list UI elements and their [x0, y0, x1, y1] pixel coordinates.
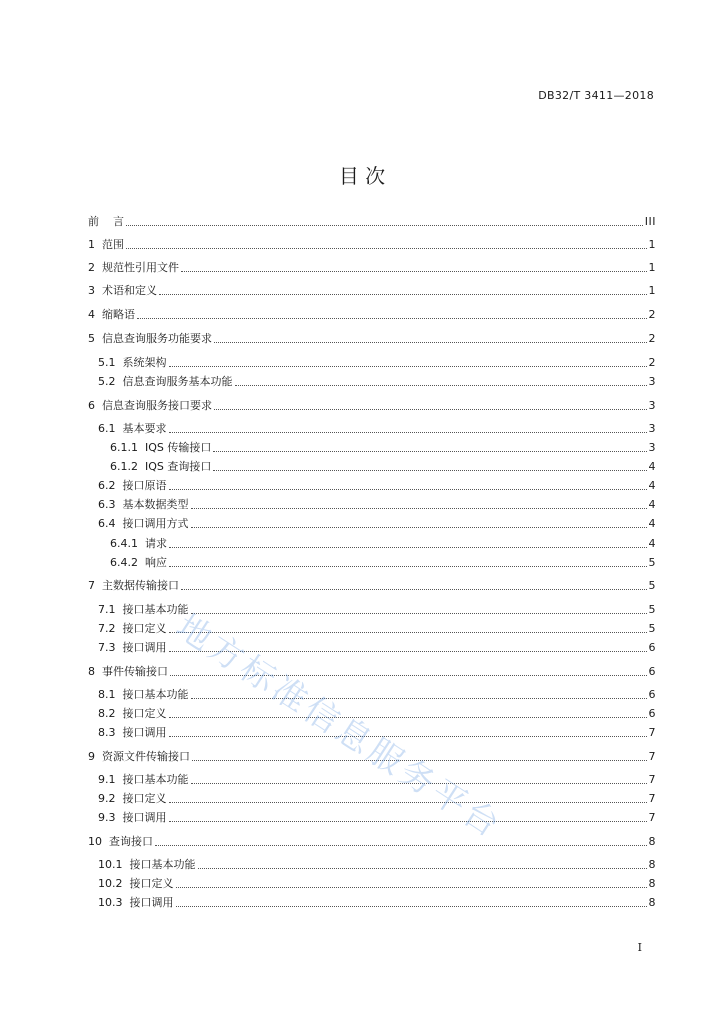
toc-entry-page: 7: [648, 811, 656, 824]
dot-leader: [214, 333, 647, 343]
toc-entry-page: 6: [648, 665, 656, 678]
toc-entry-label: 7.1 接口基本功能: [98, 603, 189, 616]
toc-entry-label: 9.2 接口定义: [98, 792, 167, 805]
toc-entry-page: 1: [648, 238, 656, 251]
toc-entry[interactable]: [88, 214, 656, 230]
toc-entry-page: 4: [648, 537, 656, 550]
page-title: 目 次: [338, 164, 386, 188]
toc-entry[interactable]: [88, 687, 656, 703]
dot-leader: [191, 499, 647, 509]
dot-leader: [192, 751, 647, 761]
toc-entry-label: 6.1.2 IQS 查询接口: [110, 460, 212, 473]
dot-leader: [181, 262, 647, 272]
toc-entry[interactable]: [88, 857, 656, 873]
toc-entry[interactable]: [88, 478, 656, 494]
toc-entry-label: 10.3 接口调用: [98, 896, 174, 909]
dot-leader: [176, 878, 647, 888]
toc-entry-page: 7: [648, 773, 656, 786]
toc-entry[interactable]: [88, 810, 656, 826]
toc-entry[interactable]: [88, 536, 656, 552]
dot-leader: [155, 836, 647, 846]
toc-entry-page: 2: [648, 356, 656, 369]
toc-entry-label: 6.4 接口调用方式: [98, 517, 189, 530]
toc-entry-page: 4: [648, 460, 656, 473]
dot-leader: [213, 461, 646, 471]
toc-entry[interactable]: [88, 834, 656, 850]
watermark: 地方标准信息服务平台: [168, 606, 510, 848]
toc-entry-page: 8: [648, 896, 656, 909]
dot-leader: [137, 309, 647, 319]
toc-entry-label: 9.1 接口基本功能: [98, 773, 189, 786]
toc-entry-label: 8.1 接口基本功能: [98, 688, 189, 701]
toc-entry-page: 5: [648, 603, 656, 616]
toc-entry-label: 2 规范性引用文件: [88, 261, 179, 274]
toc-entry[interactable]: [88, 421, 656, 437]
toc-entry-page: 1: [648, 284, 656, 297]
toc-entry[interactable]: [88, 355, 656, 371]
toc-entry-label: 7 主数据传输接口: [88, 579, 179, 592]
toc-entry-page: 6: [648, 707, 656, 720]
toc-entry-label: 1 范围: [88, 238, 124, 251]
toc-entry-label: 6.4.1 请求: [110, 537, 167, 550]
toc-entry[interactable]: [88, 749, 656, 765]
toc-entry-label: 6.3 基本数据类型: [98, 498, 189, 511]
dot-leader: [169, 357, 647, 367]
document-code: DB32/T 3411—2018: [538, 89, 654, 102]
dot-leader: [126, 216, 643, 226]
dot-leader: [169, 727, 647, 737]
dot-leader: [191, 774, 647, 784]
toc-entry-label: 5.2 信息查询服务基本功能: [98, 375, 233, 388]
toc-entry-page: 7: [648, 726, 656, 739]
toc-entry-page: 3: [648, 441, 656, 454]
dot-leader: [169, 812, 647, 822]
dot-leader: [169, 557, 647, 567]
toc-entry-page: 4: [648, 479, 656, 492]
toc-entry-label: 前 言: [88, 215, 124, 228]
toc-entry[interactable]: [88, 283, 656, 299]
toc-entry[interactable]: [88, 621, 656, 637]
toc-entry-label: 8 事件传输接口: [88, 665, 168, 678]
toc-entry-page: 5: [648, 556, 656, 569]
toc-entry-page: 5: [648, 622, 656, 635]
toc-entry-label: 7.3 接口调用: [98, 641, 167, 654]
toc-entry-label: 8.2 接口定义: [98, 707, 167, 720]
dot-leader: [169, 480, 647, 490]
toc-entry-label: 6.4.2 响应: [110, 556, 167, 569]
toc-entry[interactable]: [88, 640, 656, 656]
dot-leader: [159, 285, 647, 295]
toc-entry-page: 4: [648, 517, 656, 530]
dot-leader: [181, 580, 647, 590]
toc-entry-label: 9 资源文件传输接口: [88, 750, 190, 763]
dot-leader: [213, 442, 646, 452]
toc-entry[interactable]: [88, 440, 656, 456]
dot-leader: [169, 642, 647, 652]
dot-leader: [126, 239, 647, 249]
dot-leader: [214, 400, 647, 410]
toc-entry-page: 2: [648, 308, 656, 321]
toc-entry-page: 8: [648, 835, 656, 848]
dot-leader: [169, 793, 647, 803]
toc-entry[interactable]: [88, 791, 656, 807]
toc-entry[interactable]: [88, 602, 656, 618]
dot-leader: [191, 689, 647, 699]
toc-entry-page: 2: [648, 332, 656, 345]
dot-leader: [198, 859, 647, 869]
dot-leader: [191, 604, 647, 614]
toc-entry-label: 6 信息查询服务接口要求: [88, 399, 212, 412]
toc-entry[interactable]: [88, 555, 656, 571]
toc-entry-page: 3: [648, 375, 656, 388]
toc-entry[interactable]: [88, 307, 656, 323]
toc-entry-page: 3: [648, 422, 656, 435]
toc-entry[interactable]: [88, 459, 656, 475]
toc-entry-label: 5 信息查询服务功能要求: [88, 332, 212, 345]
toc-entry-page: 6: [648, 688, 656, 701]
toc-entry-label: 10.1 接口基本功能: [98, 858, 196, 871]
dot-leader: [235, 376, 647, 386]
toc-entry-label: 10 查询接口: [88, 835, 153, 848]
dot-leader: [169, 423, 647, 433]
toc-entry-label: 9.3 接口调用: [98, 811, 167, 824]
toc-entry-label: 10.2 接口定义: [98, 877, 174, 890]
toc-entry-label: 6.1 基本要求: [98, 422, 167, 435]
toc-entry-page: 8: [648, 858, 656, 871]
toc-entry-page: 6: [648, 641, 656, 654]
toc-entry[interactable]: [88, 374, 656, 390]
toc-entry[interactable]: [88, 260, 656, 276]
toc-entry[interactable]: [88, 895, 656, 911]
toc-entry[interactable]: [88, 497, 656, 513]
dot-leader: [176, 897, 647, 907]
toc-entry-label: 3 术语和定义: [88, 284, 157, 297]
page-number: I: [637, 941, 642, 954]
toc-entry[interactable]: [88, 331, 656, 347]
toc-entry-page: 8: [648, 877, 656, 890]
dot-leader: [170, 666, 647, 676]
toc-entry-page: III: [644, 215, 656, 228]
toc-entry-page: 4: [648, 498, 656, 511]
toc-entry-page: 7: [648, 792, 656, 805]
toc-entry-page: 7: [648, 750, 656, 763]
toc-entry[interactable]: [88, 398, 656, 414]
toc-entry-label: 4 缩略语: [88, 308, 135, 321]
toc-entry-page: 3: [648, 399, 656, 412]
toc-entry-page: 5: [648, 579, 656, 592]
toc-entry-label: 7.2 接口定义: [98, 622, 167, 635]
toc-entry[interactable]: [88, 516, 656, 532]
toc-entry[interactable]: [88, 664, 656, 680]
toc-entry[interactable]: [88, 706, 656, 722]
dot-leader: [169, 623, 647, 633]
toc-entry[interactable]: [88, 876, 656, 892]
toc-entry[interactable]: [88, 237, 656, 253]
toc-entry-label: 6.1.1 IQS 传输接口: [110, 441, 212, 454]
toc-entry-label: 5.1 系统架构: [98, 356, 167, 369]
dot-leader: [191, 518, 647, 528]
toc-entry[interactable]: [88, 578, 656, 594]
toc-entry-page: 1: [648, 261, 656, 274]
toc-entry-label: 6.2 接口原语: [98, 479, 167, 492]
dot-leader: [169, 708, 647, 718]
toc-entry[interactable]: [88, 725, 656, 741]
toc-entry[interactable]: [88, 772, 656, 788]
toc-entry-label: 8.3 接口调用: [98, 726, 167, 739]
dot-leader: [169, 538, 647, 548]
